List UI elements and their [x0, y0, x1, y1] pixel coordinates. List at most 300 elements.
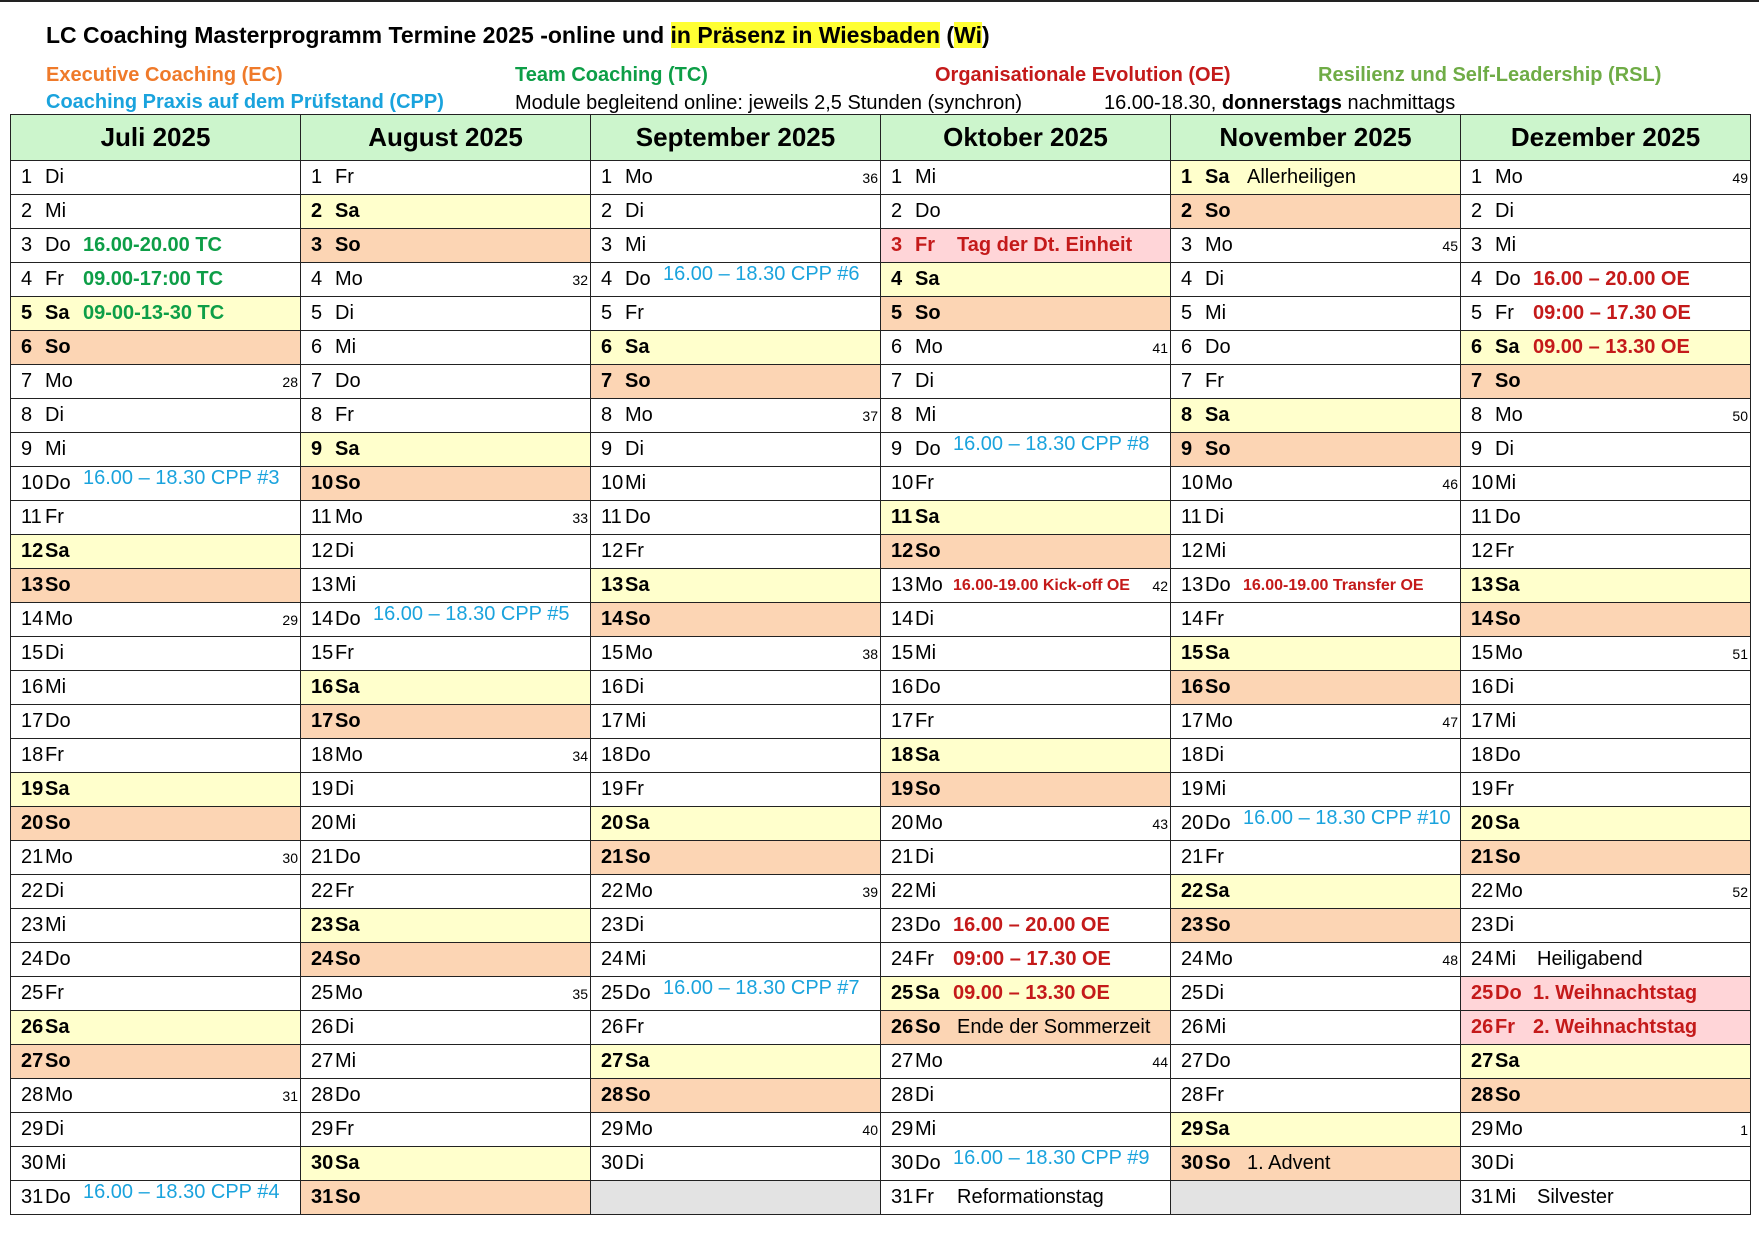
weekday: So [335, 1186, 361, 1208]
weekday: Do [1495, 268, 1521, 290]
weekday: Fr [1205, 370, 1224, 392]
weekday: Mi [915, 1118, 937, 1140]
day-number: 28 [891, 1084, 914, 1106]
weekday: Sa [1495, 812, 1520, 834]
weekday: Di [625, 200, 644, 222]
day-cell [11, 1011, 301, 1045]
top-border [0, 0, 1759, 2]
day-number: 22 [601, 880, 624, 902]
weekday: Di [335, 778, 354, 800]
day-cell [1461, 909, 1751, 943]
day-cell [1461, 875, 1751, 909]
day-cell [11, 671, 301, 705]
calendar-row [11, 535, 1751, 569]
weekday: Mo [625, 880, 653, 902]
weekday: So [1495, 370, 1521, 392]
day-cell [11, 433, 301, 467]
day-number: 16 [1471, 676, 1494, 698]
day-cell [11, 297, 301, 331]
day-cell [11, 399, 301, 433]
weekday: Mi [45, 1152, 67, 1174]
weekday: So [915, 778, 941, 800]
weekday: So [45, 336, 71, 358]
weekday: Mi [335, 812, 357, 834]
weekday: So [915, 1016, 941, 1038]
weekday: Sa [915, 744, 940, 766]
calendar-row [11, 433, 1751, 467]
day-number: 1 [311, 166, 323, 188]
day-number: 11 [21, 506, 42, 528]
weekday: Mo [625, 166, 653, 188]
weekday: Fr [625, 540, 644, 562]
day-cell [591, 977, 881, 1011]
day-number: 16 [891, 676, 914, 698]
day-cell [1461, 1045, 1751, 1079]
weekday: Do [625, 506, 651, 528]
day-cell [881, 399, 1171, 433]
day-number: 27 [1181, 1050, 1204, 1072]
day-cell [1171, 1045, 1461, 1079]
day-number: 2 [21, 200, 33, 222]
day-number: 11 [1471, 506, 1492, 528]
day-number: 29 [601, 1118, 624, 1140]
day-number: 5 [1181, 302, 1193, 324]
day-number: 9 [1181, 438, 1193, 460]
day-number: 24 [1181, 948, 1204, 970]
weekday: Mi [1205, 1016, 1227, 1038]
week-number: 39 [862, 884, 878, 900]
weekday: Mi [915, 880, 937, 902]
calendar-row [11, 365, 1751, 399]
weekday: So [45, 574, 71, 596]
day-cell [301, 671, 591, 705]
day-cell [1171, 603, 1461, 637]
title-highlight-wi: Wi [954, 22, 982, 48]
calendar-row [11, 807, 1751, 841]
weekday: Di [335, 302, 354, 324]
weekday: Do [915, 438, 941, 460]
weekday: Sa [915, 268, 940, 290]
title-paren-close: ) [981, 22, 990, 48]
day-number: 18 [601, 744, 624, 766]
day-number: 26 [21, 1016, 44, 1038]
day-cell [1461, 603, 1751, 637]
day-number: 15 [891, 642, 914, 664]
day-cell [1171, 1079, 1461, 1113]
day-cell [301, 1079, 591, 1113]
day-cell [11, 909, 301, 943]
day-number: 20 [311, 812, 334, 834]
day-cell [11, 841, 301, 875]
weekday: Mi [1205, 302, 1227, 324]
day-cell [301, 331, 591, 365]
day-cell [301, 1113, 591, 1147]
day-cell [591, 807, 881, 841]
day-number: 23 [21, 914, 44, 936]
day-cell [11, 569, 301, 603]
weekday: Fr [1495, 302, 1514, 324]
week-number: 52 [1732, 884, 1748, 900]
weekday: Mo [1495, 642, 1523, 664]
day-cell [11, 875, 301, 909]
day-cell [301, 1045, 591, 1079]
weekday: Mi [1205, 540, 1227, 562]
day-number: 17 [1471, 710, 1494, 732]
event-label: 16.00-19.00 Kick-off OE [953, 576, 1130, 594]
day-number: 9 [1471, 438, 1483, 460]
day-cell [1461, 841, 1751, 875]
day-cell [1461, 229, 1751, 263]
day-number: 9 [311, 438, 323, 460]
event-label: 16.00 – 18.30 CPP #9 [953, 1147, 1150, 1169]
month-header: November 2025 [1171, 115, 1461, 161]
day-cell [591, 841, 881, 875]
weekday: Fr [915, 948, 934, 970]
weekday: Fr [915, 472, 934, 494]
event-label: Ende der Sommerzeit [957, 1016, 1151, 1038]
day-number: 7 [311, 370, 323, 392]
weekday: Do [45, 234, 71, 256]
calendar-row [11, 603, 1751, 637]
day-number: 30 [21, 1152, 44, 1174]
day-cell [301, 841, 591, 875]
day-cell [1461, 161, 1751, 195]
month-header: September 2025 [591, 115, 881, 161]
weekday: Di [45, 642, 64, 664]
weekday: Sa [625, 336, 650, 358]
legend-cpp: Coaching Praxis auf dem Prüfstand (CPP) [46, 91, 444, 113]
week-number: 31 [282, 1088, 298, 1104]
title-highlight: in Präsenz in Wiesbaden [670, 22, 940, 48]
day-cell [1171, 739, 1461, 773]
weekday: Do [915, 1152, 941, 1174]
day-cell [881, 1147, 1171, 1181]
weekday: So [335, 710, 361, 732]
weekday: Sa [1495, 336, 1520, 358]
weekday: Do [1205, 336, 1231, 358]
day-number: 19 [1181, 778, 1204, 800]
weekday: Di [45, 1118, 64, 1140]
day-cell [301, 1011, 591, 1045]
calendar-row [11, 705, 1751, 739]
week-number: 46 [1442, 476, 1458, 492]
weekday: Do [915, 200, 941, 222]
day-cell [591, 399, 881, 433]
day-cell [881, 773, 1171, 807]
day-number: 6 [891, 336, 903, 358]
day-number: 1 [891, 166, 903, 188]
day-number: 1 [21, 166, 33, 188]
day-number: 2 [891, 200, 903, 222]
day-cell [301, 875, 591, 909]
calendar-row [11, 331, 1751, 365]
day-cell [881, 1011, 1171, 1045]
weekday: Mo [335, 982, 363, 1004]
day-number: 14 [1471, 608, 1494, 630]
weekday: Mi [45, 676, 67, 698]
week-number: 34 [572, 748, 588, 764]
day-cell [591, 1147, 881, 1181]
weekday: Fr [335, 166, 354, 188]
day-number: 21 [601, 846, 624, 868]
day-number: 14 [1181, 608, 1204, 630]
day-cell [1461, 263, 1751, 297]
day-cell [301, 229, 591, 263]
weekday: Mi [335, 336, 357, 358]
day-cell [881, 331, 1171, 365]
day-cell [1171, 535, 1461, 569]
modules-note: Module begleitend online: jeweils 2,5 Stunden (synchron) [515, 92, 1022, 114]
day-cell [591, 909, 881, 943]
day-number: 8 [1181, 404, 1193, 426]
weekday: Mi [1495, 234, 1517, 256]
day-number: 3 [311, 234, 323, 256]
day-cell [591, 1113, 881, 1147]
time-note-c: nachmittags [1341, 92, 1456, 114]
week-number: 48 [1442, 952, 1458, 968]
day-cell [591, 705, 881, 739]
day-cell [1461, 195, 1751, 229]
day-number: 4 [1471, 268, 1483, 290]
day-number: 12 [21, 540, 44, 562]
day-cell [1171, 1113, 1461, 1147]
day-number: 28 [1471, 1084, 1494, 1106]
day-cell [881, 535, 1171, 569]
weekday: Di [625, 438, 644, 460]
weekday: Do [335, 846, 361, 868]
calendar-row [11, 399, 1751, 433]
weekday: Sa [45, 540, 70, 562]
event-label: Silvester [1537, 1186, 1614, 1208]
day-number: 11 [601, 506, 622, 528]
day-number: 3 [1471, 234, 1483, 256]
weekday: Di [1495, 438, 1514, 460]
day-cell [301, 399, 591, 433]
event-label: 16.00-19.00 Transfer OE [1243, 576, 1424, 594]
weekday: Sa [1205, 642, 1230, 664]
day-number: 23 [1471, 914, 1494, 936]
week-number: 44 [1152, 1054, 1168, 1070]
day-cell [1171, 569, 1461, 603]
day-cell [591, 161, 881, 195]
day-number: 7 [1181, 370, 1193, 392]
week-number: 49 [1732, 170, 1748, 186]
page-title [46, 22, 990, 49]
day-number: 18 [891, 744, 914, 766]
weekday: Di [1495, 676, 1514, 698]
weekday: Mo [625, 642, 653, 664]
day-number: 20 [601, 812, 624, 834]
calendar-row [11, 637, 1751, 671]
weekday: Mi [1205, 778, 1227, 800]
weekday: Mo [1205, 710, 1233, 732]
weekday: Do [335, 1084, 361, 1106]
day-number: 2 [601, 200, 613, 222]
weekday: Do [1205, 1050, 1231, 1072]
weekday: Di [335, 540, 354, 562]
weekday: Mo [45, 608, 73, 630]
day-cell [11, 195, 301, 229]
day-cell [1171, 943, 1461, 977]
day-number: 5 [891, 302, 903, 324]
day-number: 24 [891, 948, 914, 970]
weekday: Fr [1205, 608, 1224, 630]
day-cell [881, 1079, 1171, 1113]
event-label: 1. Advent [1247, 1152, 1331, 1174]
day-number: 4 [21, 268, 33, 290]
weekday: So [1495, 1084, 1521, 1106]
day-number: 8 [311, 404, 323, 426]
day-cell [1461, 1011, 1751, 1045]
day-cell [881, 841, 1171, 875]
day-number: 12 [1471, 540, 1494, 562]
day-number: 14 [21, 608, 44, 630]
day-number: 6 [1181, 336, 1193, 358]
weekday: Fr [1205, 1084, 1224, 1106]
weekday: Mi [625, 948, 647, 970]
day-cell [11, 739, 301, 773]
day-number: 15 [1181, 642, 1204, 664]
weekday: Mi [1495, 710, 1517, 732]
day-cell [11, 229, 301, 263]
weekday: So [1205, 438, 1231, 460]
day-cell [301, 365, 591, 399]
day-cell [881, 1181, 1171, 1215]
weekday: Di [335, 1016, 354, 1038]
weekday: Di [915, 608, 934, 630]
weekday: Do [45, 1186, 71, 1208]
day-cell [881, 195, 1171, 229]
calendar-row [11, 297, 1751, 331]
event-label: 16.00 – 18.30 CPP #5 [373, 603, 570, 625]
day-cell [11, 807, 301, 841]
weekday: So [625, 1084, 651, 1106]
week-number: 32 [572, 272, 588, 288]
event-label: 09.00 – 13.30 OE [953, 982, 1110, 1004]
day-cell [591, 739, 881, 773]
day-number: 17 [1181, 710, 1204, 732]
day-cell [881, 161, 1171, 195]
weekday: Di [1205, 268, 1224, 290]
day-number: 11 [891, 506, 913, 528]
event-label: 09:00 – 17.30 OE [1533, 302, 1691, 324]
week-number: 28 [282, 374, 298, 390]
day-cell [881, 671, 1171, 705]
day-cell [1171, 501, 1461, 535]
calendar-row [11, 195, 1751, 229]
day-number: 6 [311, 336, 323, 358]
day-cell [591, 467, 881, 501]
week-number: 42 [1152, 578, 1168, 594]
day-number: 12 [601, 540, 624, 562]
weekday: Mo [45, 846, 73, 868]
day-cell [591, 501, 881, 535]
day-number: 13 [311, 574, 334, 596]
weekday: So [625, 370, 651, 392]
day-number: 25 [891, 982, 914, 1004]
week-number: 1 [1740, 1122, 1748, 1138]
day-number: 19 [601, 778, 624, 800]
calendar-row [11, 875, 1751, 909]
week-number: 33 [572, 510, 588, 526]
calendar-row [11, 943, 1751, 977]
day-cell [1171, 671, 1461, 705]
event-label: 16.00-20.00 TC [83, 234, 222, 256]
day-cell [1171, 365, 1461, 399]
week-number: 43 [1152, 816, 1168, 832]
weekday: Fr [625, 1016, 644, 1038]
day-number: 20 [891, 812, 914, 834]
weekday: Di [625, 676, 644, 698]
day-cell [591, 671, 881, 705]
day-number: 12 [311, 540, 334, 562]
day-number: 29 [1181, 1118, 1204, 1140]
weekday: Sa [915, 506, 940, 528]
day-number: 14 [601, 608, 624, 630]
weekday: Di [1495, 914, 1514, 936]
event-label: 16.00 – 20.00 OE [1533, 268, 1690, 290]
calendar-row [11, 977, 1751, 1011]
weekday: Do [1495, 506, 1521, 528]
day-number: 9 [21, 438, 33, 460]
weekday: Di [915, 1084, 934, 1106]
day-number: 3 [601, 234, 613, 256]
weekday: Mi [335, 574, 357, 596]
day-number: 22 [21, 880, 44, 902]
calendar-row [11, 1147, 1751, 1181]
day-number: 22 [1181, 880, 1204, 902]
day-number: 26 [891, 1016, 914, 1038]
weekday: Di [1495, 1152, 1514, 1174]
day-number: 7 [601, 370, 613, 392]
day-cell [11, 943, 301, 977]
weekday: Sa [1205, 1118, 1230, 1140]
day-number: 19 [21, 778, 44, 800]
day-cell [301, 807, 591, 841]
day-cell [11, 637, 301, 671]
weekday: Di [915, 370, 934, 392]
weekday: Di [625, 1152, 644, 1174]
calendar-row [11, 1011, 1751, 1045]
day-number: 30 [601, 1152, 624, 1174]
day-cell [1461, 671, 1751, 705]
weekday: Mo [915, 574, 943, 596]
day-number: 13 [1181, 574, 1204, 596]
day-cell [1171, 637, 1461, 671]
day-cell [301, 501, 591, 535]
day-number: 30 [1471, 1152, 1494, 1174]
weekday: Mo [625, 1118, 653, 1140]
day-cell [881, 1113, 1171, 1147]
day-cell [11, 467, 301, 501]
week-number: 50 [1732, 408, 1748, 424]
weekday: Mo [915, 1050, 943, 1072]
title-paren-open: ( [940, 22, 955, 48]
weekday: Mo [625, 404, 653, 426]
weekday: Do [625, 744, 651, 766]
weekday: Mi [625, 234, 647, 256]
day-cell [1461, 399, 1751, 433]
day-number: 31 [891, 1186, 914, 1208]
day-number: 2 [1181, 200, 1193, 222]
weekday: Mo [1205, 948, 1233, 970]
day-number: 31 [1471, 1186, 1494, 1208]
day-number: 22 [1471, 880, 1494, 902]
day-number: 15 [1471, 642, 1494, 664]
day-cell [881, 637, 1171, 671]
day-number: 2 [1471, 200, 1483, 222]
weekday: Fr [1495, 1016, 1515, 1038]
